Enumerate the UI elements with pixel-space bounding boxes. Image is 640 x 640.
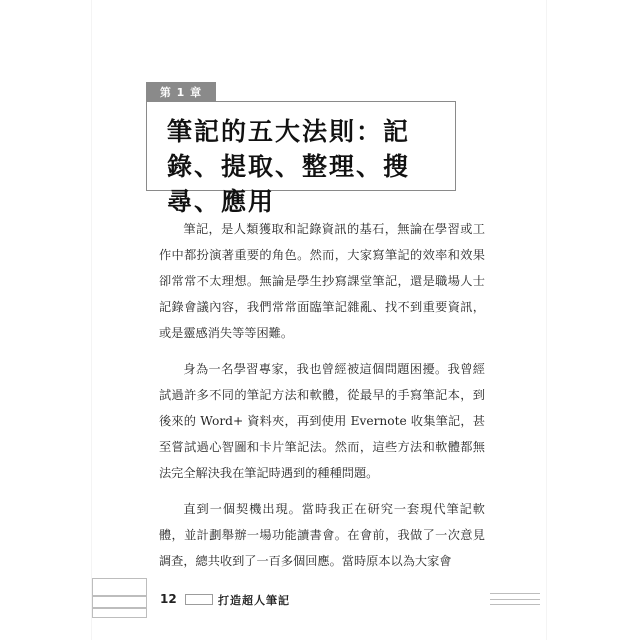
deco-line bbox=[490, 604, 540, 605]
deco-line bbox=[490, 599, 540, 600]
chapter-title-box bbox=[146, 101, 456, 216]
footer-left-decoration bbox=[92, 578, 147, 618]
paragraph-3: 直到一個契機出現。當時我正在研究一套現代筆記軟體，並計劃舉辦一場功能讀書會。在會前，我做了一次意見調查，總共收到了一百多個回應。當時原本以為大家會 bbox=[159, 502, 485, 568]
deco-line bbox=[490, 593, 540, 594]
paragraph-2: 身為一名學習專家，我也曾經被這個問題困擾。我曾經試過許多不同的筆記方法和軟體，從最早的手寫筆記本，到後來的 Word+ 資料夾，再到使用 Evernote 收集筆記，甚至嘗試過心智圖和卡片筆記法。然而，這些方法和軟體都無法完全解決我在筆記時遇到的種種問題。 bbox=[159, 362, 485, 480]
footer-right-decoration bbox=[490, 593, 540, 605]
book-title: 打造超人筆記 bbox=[218, 594, 290, 607]
page-number: 12 bbox=[160, 592, 177, 606]
deco-box bbox=[92, 596, 147, 608]
body-text bbox=[159, 216, 485, 584]
chapter-label: 第 1 章 bbox=[146, 82, 216, 102]
deco-box bbox=[92, 578, 147, 596]
deco-box bbox=[92, 608, 147, 618]
paragraph-1: 筆記，是人類獲取和記錄資訊的基石，無論在學習或工作中都扮演著重要的角色。然而，大家寫筆記的效率和效果卻常常不太理想。無論是學生抄寫課堂筆記，還是職場人士記錄會議內容，我們常常面臨筆記雜亂、找不到重要資訊，或是靈感消失等等困難。 bbox=[159, 222, 485, 340]
footer-divider-box bbox=[185, 594, 213, 605]
chapter-title: 筆記的五大法則：記錄、提取、整理、搜尋、應用 bbox=[167, 117, 411, 216]
